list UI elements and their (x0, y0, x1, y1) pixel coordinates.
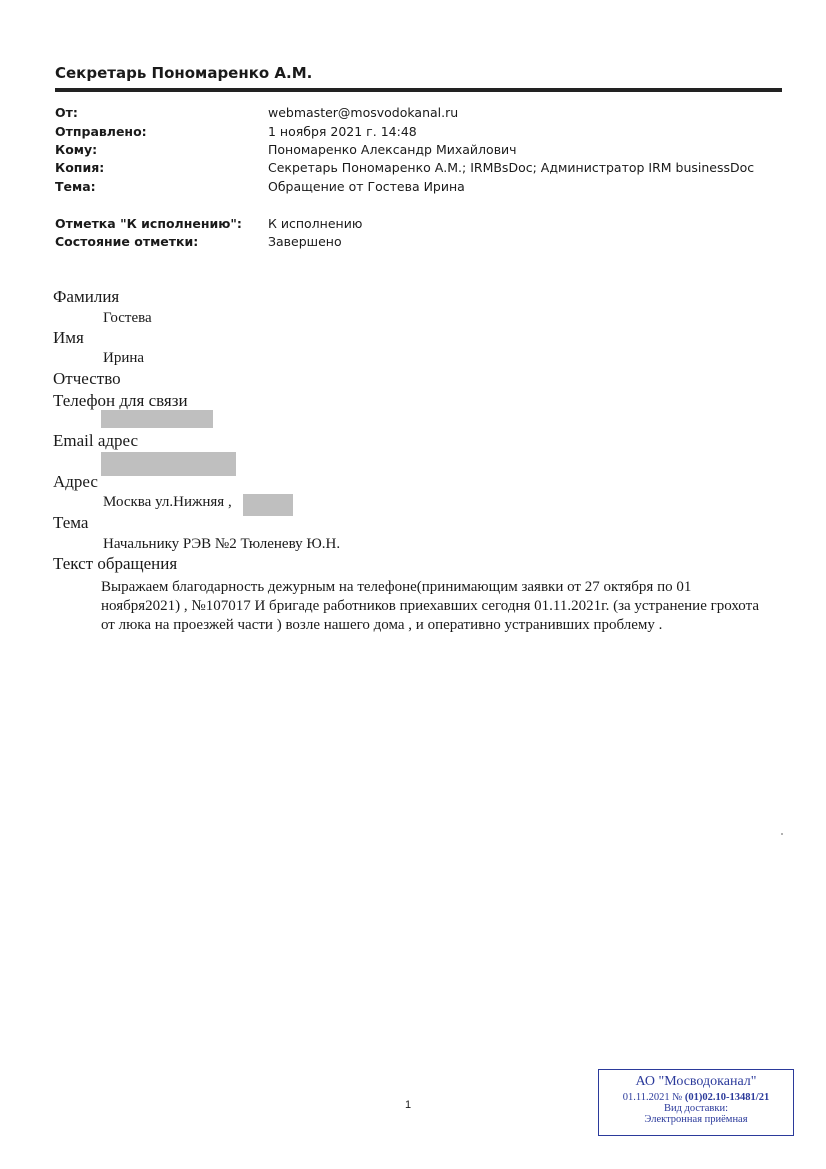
phone-redaction (101, 410, 213, 428)
meta-to-row (55, 142, 775, 160)
meta-flag-value: К исполнению (268, 216, 363, 231)
scan-speck (781, 833, 783, 835)
meta-sent-label: Отправлено: (55, 124, 147, 139)
meta-sent-row (55, 124, 775, 142)
meta-from-value: webmaster@mosvodokanal.ru (268, 105, 459, 120)
email-redaction (101, 452, 236, 476)
email-label: Email адрес (53, 431, 139, 450)
meta-cc-value: Секретарь Пономаренко А.М.; IRMBsDoc; Администратор IRM businessDoc (268, 160, 755, 175)
patronymic-label: Отчество (53, 369, 121, 388)
meta-sent-value: 1 ноября 2021 г. 14:48 (268, 124, 417, 139)
page-number: 1 (405, 1099, 412, 1111)
first-name-label: Имя (53, 328, 84, 347)
stamp-registration (599, 1092, 793, 1103)
stamp-organization: АО "Мосводоканал" (635, 1074, 757, 1089)
first-name-value: Ирина (103, 350, 145, 366)
mailbox-owner-name: Секретарь Пономаренко А.М. (55, 64, 313, 82)
meta-flag-status-label: Состояние отметки: (55, 234, 199, 249)
meta-from-row (55, 105, 775, 123)
message-text: Выражаем благодарность дежурным на телефоне(принимающим заявки от 27 октября по 01 ноября2021) , №107017 И бригаде работников приехавших сегодня 01.11.2021г. (за устранение грохота от люка на проезжей части ) возле нашего дома , и оперативно устранивших проблему . (101, 579, 760, 633)
meta-from-label: От: (55, 105, 78, 120)
registration-stamp (598, 1069, 794, 1136)
meta-to-label: Кому: (55, 142, 98, 157)
meta-subject-label: Тема: (55, 179, 96, 194)
phone-label: Телефон для связи (53, 391, 188, 410)
meta-subject-row (55, 179, 775, 197)
meta-cc-row (55, 160, 775, 178)
meta-subject-value: Обращение от Гостева Ирина (268, 179, 465, 194)
meta-to-value: Пономаренко Александр Михайлович (268, 142, 517, 157)
stamp-registration-date: 01.11.2021 № (622, 1092, 685, 1103)
message-label: Текст обращения (53, 554, 178, 573)
address-label: Адрес (53, 472, 98, 491)
meta-flag-status-value: Завершено (268, 234, 342, 249)
topic-value: Начальнику РЭВ №2 Тюленеву Ю.Н. (103, 536, 341, 552)
stamp-delivery-value: Электронная приёмная (644, 1114, 748, 1125)
header-divider (55, 88, 782, 92)
meta-cc-label: Копия: (55, 160, 105, 175)
topic-label: Тема (53, 513, 89, 532)
surname-value: Гостева (103, 310, 152, 326)
meta-flag-row (55, 216, 775, 234)
stamp-delivery-label: Вид доставки: (663, 1103, 729, 1114)
meta-flag-label: Отметка "К исполнению": (55, 216, 242, 231)
address-value: Москва ул.Нижняя , (103, 494, 232, 510)
stamp-registration-number: (01)02.10-13481/21 (684, 1092, 770, 1103)
surname-label: Фамилия (53, 287, 120, 306)
address-redaction (243, 494, 293, 516)
meta-flag-status-row (55, 234, 775, 252)
